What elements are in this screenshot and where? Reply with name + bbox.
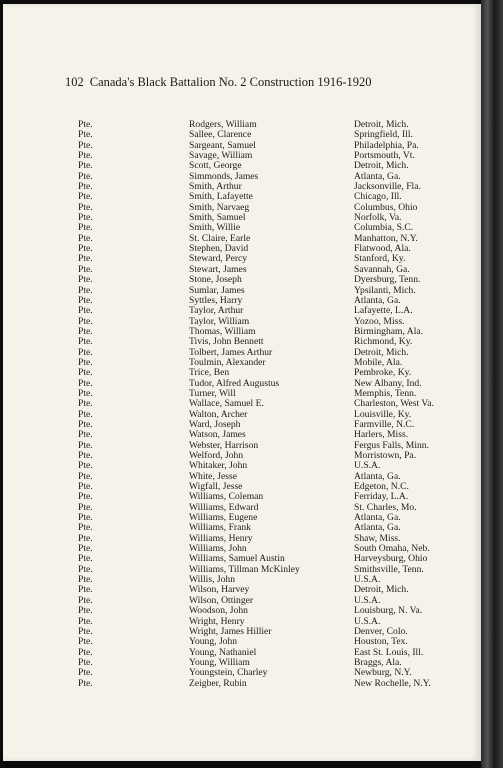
- soldier-place: Norfolk, Va.: [354, 212, 402, 224]
- soldier-name: Youngstein, Charley: [189, 667, 268, 679]
- soldier-place: Detroit, Mich.: [354, 584, 409, 596]
- soldier-place: St. Charles, Mo.: [354, 501, 417, 513]
- soldier-place: Dyersburg, Tenn.: [354, 274, 421, 286]
- soldier-name: Steward, Percy: [189, 253, 248, 265]
- soldier-name: Smith, Lafayette: [189, 191, 253, 203]
- soldier-rank: Pte.: [78, 408, 93, 420]
- soldier-rank: Pte.: [78, 450, 93, 461]
- soldier-rank: Pte.: [78, 418, 93, 430]
- soldier-place: Ypsilanti, Mich.: [354, 284, 416, 296]
- soldier-name: Williams, Samuel Austin: [189, 553, 285, 565]
- soldier-rank: Pte.: [78, 222, 93, 234]
- soldier-name: Young, Nathaniel: [189, 646, 257, 658]
- soldier-place: Flatwood, Ala.: [354, 243, 411, 255]
- soldier-place: Atlanta, Ga.: [354, 294, 401, 306]
- soldier-name: Ward, Joseph: [189, 418, 241, 430]
- soldier-rank: Pte.: [78, 553, 93, 565]
- soldier-rank: Pte.: [78, 646, 93, 658]
- soldier-rank: Pte.: [78, 522, 93, 534]
- soldier-rank: Pte.: [78, 636, 93, 648]
- soldier-place: South Omaha, Neb.: [354, 543, 430, 555]
- soldier-rank: Pte.: [78, 677, 93, 689]
- soldier-name: Taylor, Arthur: [189, 305, 244, 317]
- soldier-place: Pembroke, Ky.: [354, 367, 412, 379]
- soldier-name: Whitaker, John: [189, 460, 248, 472]
- soldier-rank: Pte.: [78, 501, 93, 513]
- soldier-name: Willis, John: [189, 574, 235, 586]
- soldier-name: Taylor, William: [189, 315, 250, 327]
- soldier-name: Williams, Henry: [189, 532, 253, 544]
- soldier-name: Wallace, Samuel E.: [189, 398, 264, 410]
- soldier-name: Welford, John: [189, 450, 244, 461]
- soldier-rank: Pte.: [78, 615, 93, 627]
- soldier-name: Walton, Archer: [189, 408, 248, 420]
- soldier-name: Stone, Joseph: [189, 274, 242, 286]
- soldier-place: Ferriday, L.A.: [354, 491, 409, 503]
- soldier-place: Braggs, Ala.: [354, 656, 402, 668]
- soldier-name: Syttles, Harry: [189, 294, 243, 306]
- soldier-rank: Pte.: [78, 543, 93, 555]
- soldier-rank: Pte.: [78, 336, 93, 348]
- soldier-rank: Pte.: [78, 243, 93, 255]
- soldier-place: Birmingham, Ala.: [354, 325, 424, 337]
- soldier-rank: Pte.: [78, 439, 93, 451]
- soldier-name: Williams, Tillman McKinley: [189, 563, 300, 575]
- soldier-rank: Pte.: [78, 563, 93, 575]
- soldier-rank: Pte.: [78, 470, 93, 482]
- soldier-rank: Pte.: [78, 356, 93, 368]
- soldier-place: Chicago, Ill.: [354, 191, 402, 203]
- soldier-place: Yozoo, Miss.: [354, 315, 405, 327]
- running-title: Canada's Black Battalion No. 2 Construction 1916-1920: [89, 75, 372, 89]
- soldier-place: Atlanta, Ga.: [354, 470, 401, 482]
- soldier-name: Zeigber, Rubin: [189, 677, 247, 689]
- soldier-place: Newburg, N.Y.: [354, 667, 412, 679]
- soldier-place: Atlanta, Ga.: [354, 522, 401, 534]
- soldier-place: Jacksonville, Fla.: [354, 181, 421, 193]
- soldier-place: Shaw, Miss.: [354, 532, 401, 544]
- soldier-place: Mobile, Ala.: [354, 356, 403, 368]
- soldier-place: Springfield, Ill.: [354, 129, 413, 141]
- soldier-place: Lafayette, L.A.: [354, 305, 413, 317]
- soldier-rank: Pte.: [78, 481, 93, 493]
- soldier-place: Houston, Tex.: [354, 636, 408, 648]
- soldier-rank: Pte.: [78, 656, 93, 668]
- soldier-place: Harveysburg, Ohio: [354, 553, 428, 565]
- running-head: [65, 75, 371, 90]
- soldier-name: Sallee, Clarence: [189, 129, 252, 141]
- soldier-name: Rodgers, William: [189, 119, 257, 130]
- soldier-place: Louisburg, N. Va.: [354, 605, 423, 617]
- soldier-name: Sargeant, Samuel: [189, 139, 256, 151]
- soldier-name: St. Claire, Earle: [189, 232, 251, 244]
- soldier-rank: Pte.: [78, 232, 93, 244]
- soldier-name: Smith, Samuel: [189, 212, 246, 224]
- soldier-place: Smithsville, Tenn.: [354, 563, 424, 575]
- soldier-name: Woodson, John: [189, 605, 248, 617]
- soldier-name: Tudor, Alfred Augustus: [189, 377, 280, 389]
- soldier-rank: Pte.: [78, 377, 93, 389]
- soldier-rank: Pte.: [78, 574, 93, 586]
- soldier-name: Smith, Willie: [189, 222, 241, 234]
- soldier-rank: Pte.: [78, 160, 93, 172]
- soldier-place: Harlers, Miss.: [354, 429, 409, 441]
- soldier-rank: Pte.: [78, 119, 93, 130]
- soldier-place: Columbus, Ohio: [354, 201, 418, 213]
- soldier-place: Louisville, Ky.: [354, 408, 412, 420]
- soldier-rank: Pte.: [78, 212, 93, 224]
- soldier-place: Memphis, Tenn.: [354, 387, 417, 399]
- soldier-place: Morristown, Pa.: [354, 450, 417, 461]
- soldier-place: Edgeton, N.C.: [354, 481, 409, 493]
- soldier-name: Williams, Eugene: [189, 512, 258, 524]
- soldier-name: Thomas, William: [189, 325, 256, 337]
- soldier-rank: Pte.: [78, 667, 93, 679]
- soldier-place: Fergus Falls, Minn.: [354, 439, 429, 451]
- soldier-rank: Pte.: [78, 367, 93, 379]
- soldier-name: Watson, James: [189, 429, 246, 441]
- soldier-name: Smith, Arthur: [189, 181, 242, 193]
- soldier-name: Turner, Will: [189, 387, 236, 399]
- soldier-name: Savage, William: [189, 150, 253, 162]
- soldier-rank: Pte.: [78, 294, 93, 306]
- soldier-name: Williams, John: [189, 543, 247, 555]
- soldier-rank: Pte.: [78, 398, 93, 410]
- soldier-rank: Pte.: [78, 191, 93, 203]
- soldier-place: Savannah, Ga.: [354, 263, 410, 275]
- soldier-rank: Pte.: [78, 181, 93, 193]
- soldier-place: New Albany, Ind.: [354, 377, 422, 389]
- soldier-name: Toulmin, Alexander: [189, 356, 266, 368]
- soldier-rank: Pte.: [78, 605, 93, 617]
- soldier-rank: Pte.: [78, 315, 93, 327]
- soldier-place: Farmville, N.C.: [354, 418, 415, 430]
- soldier-name: Stephen, David: [189, 243, 249, 255]
- soldier-name: Wigfall, Jesse: [189, 481, 243, 493]
- soldier-name: Stewart, James: [189, 263, 247, 275]
- soldier-name: Williams, Coleman: [189, 491, 264, 503]
- soldier-rank: Pte.: [78, 491, 93, 503]
- page-number: 102: [65, 75, 84, 89]
- soldier-rank: Pte.: [78, 429, 93, 441]
- soldier-place: Detroit, Mich.: [354, 346, 409, 358]
- soldier-place: New Rochelle, N.Y.: [354, 677, 431, 689]
- soldier-place: East St. Louis, Ill.: [354, 646, 424, 658]
- soldier-name: Scott, George: [189, 160, 242, 172]
- soldier-name: Williams, Edward: [189, 501, 259, 513]
- soldier-rank: Pte.: [78, 460, 93, 472]
- soldier-place: U.S.A.: [354, 594, 381, 606]
- soldier-name: Wright, Henry: [189, 615, 245, 627]
- soldier-place: Detroit, Mich.: [354, 119, 409, 130]
- soldier-rank: Pte.: [78, 284, 93, 296]
- soldier-rank: Pte.: [78, 387, 93, 399]
- soldier-place: Columbia, S.C.: [354, 222, 414, 234]
- soldier-rank: Pte.: [78, 594, 93, 606]
- soldier-rank: Pte.: [78, 532, 93, 544]
- soldier-rank: Pte.: [78, 325, 93, 337]
- soldier-place: Portsmouth, Vt.: [354, 150, 415, 162]
- soldier-name: Wilson, Ottinger: [189, 594, 254, 606]
- soldier-name: Trice, Ben: [189, 367, 230, 379]
- soldier-rank: Pte.: [78, 253, 93, 265]
- soldier-name: Sumlar, James: [189, 284, 245, 296]
- soldier-place: Manhatton, N.Y.: [354, 232, 418, 244]
- soldier-rank: Pte.: [78, 346, 93, 358]
- soldier-place: U.S.A.: [354, 615, 381, 627]
- soldier-name: Williams, Frank: [189, 522, 251, 534]
- soldier-name: Webster, Harrison: [189, 439, 259, 451]
- soldier-name: Young, William: [189, 656, 250, 668]
- soldier-place: Stanford, Ky.: [354, 253, 406, 265]
- soldier-rank: Pte.: [78, 150, 93, 162]
- soldier-place: Atlanta, Ga.: [354, 512, 401, 524]
- soldier-place: U.S.A.: [354, 574, 381, 586]
- soldier-place: Richmond, Ky.: [354, 336, 413, 348]
- soldier-name: Smith, Narvaeg: [189, 201, 250, 213]
- soldier-place: Detroit, Mich.: [354, 160, 409, 172]
- soldier-rank: Pte.: [78, 129, 93, 141]
- soldier-name: Simmonds, James: [189, 170, 259, 182]
- soldier-place: Denver, Colo.: [354, 625, 408, 637]
- soldier-rank: Pte.: [78, 263, 93, 275]
- soldier-rank: Pte.: [78, 584, 93, 596]
- soldier-place: U.S.A.: [354, 460, 381, 472]
- soldier-rank: Pte.: [78, 512, 93, 524]
- soldier-name: Tivis, John Bennett: [189, 336, 264, 348]
- soldier-name: Young, John: [189, 636, 238, 648]
- soldier-rank: Pte.: [78, 139, 93, 151]
- soldier-name: Tolbert, James Arthur: [189, 346, 273, 358]
- soldier-rank: Pte.: [78, 170, 93, 182]
- soldier-name: Wilson, Harvey: [189, 584, 250, 596]
- soldier-rank: Pte.: [78, 274, 93, 286]
- soldier-place: Philadelphia, Pa.: [354, 139, 419, 151]
- soldier-place: Charleston, West Va.: [354, 398, 434, 410]
- soldier-rank: Pte.: [78, 305, 93, 317]
- soldier-name: White, Jesse: [189, 470, 237, 482]
- soldier-rank: Pte.: [78, 201, 93, 213]
- book-spine-edge: [481, 0, 503, 768]
- soldier-rank: Pte.: [78, 625, 93, 637]
- soldier-name: Wright, James Hillier: [189, 625, 272, 637]
- soldier-place: Atlanta, Ga.: [354, 170, 401, 182]
